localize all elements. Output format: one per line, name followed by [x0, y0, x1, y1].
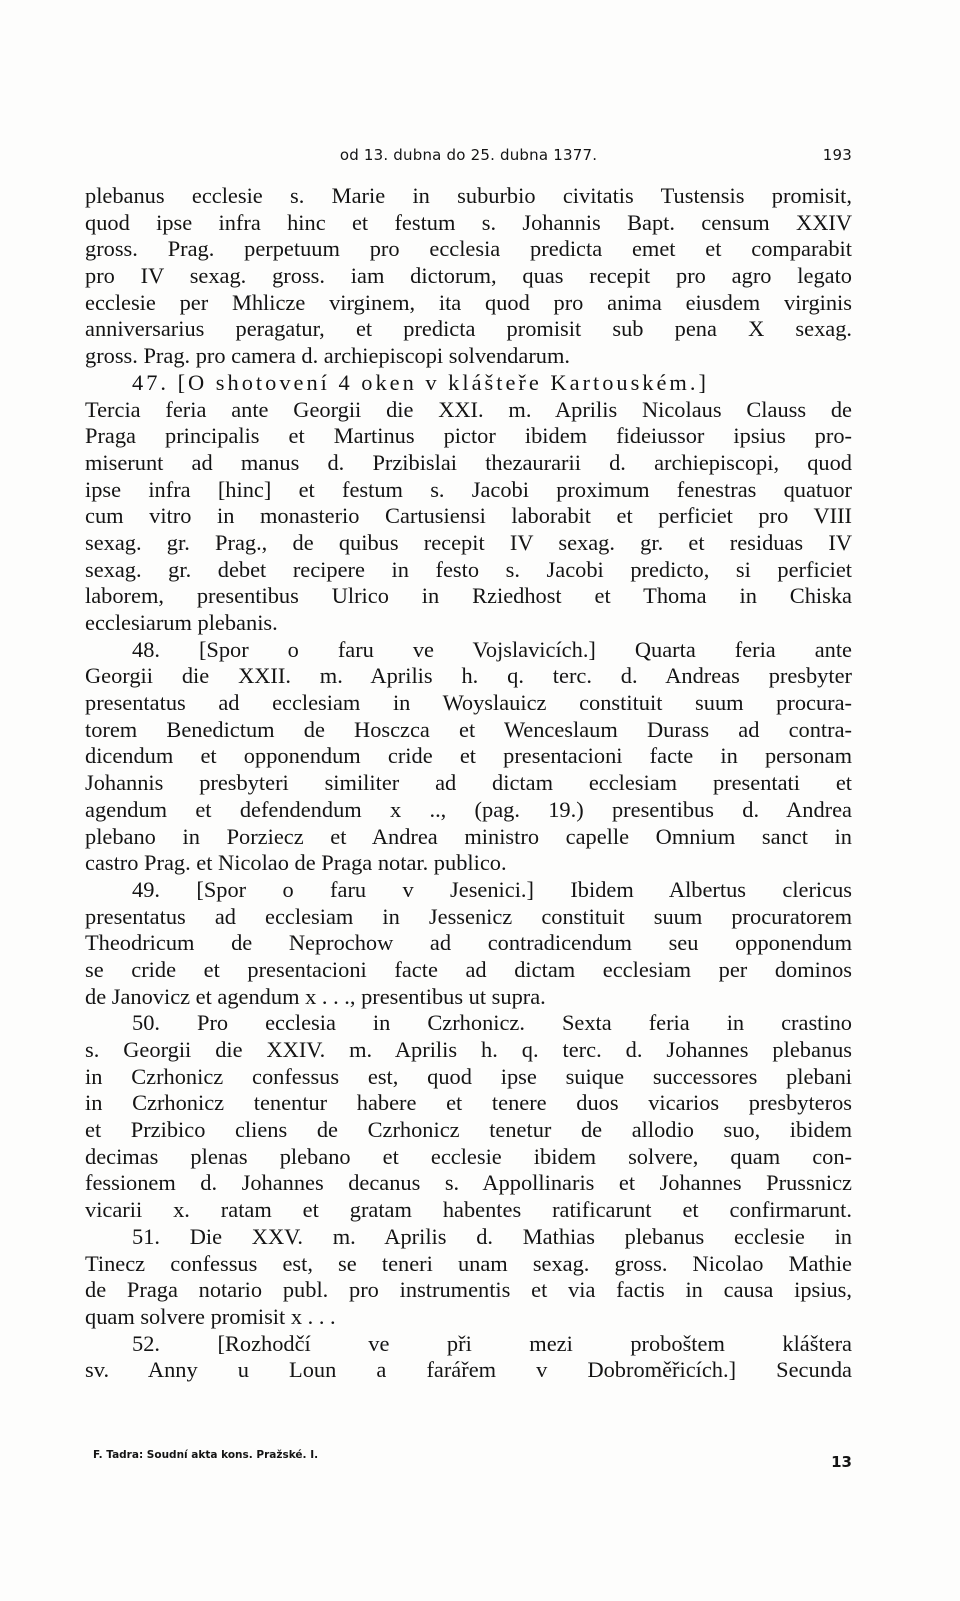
text-line: Tercia feria ante Georgii die XXI. m. Aprilis Nicolaus Clauss de	[85, 396, 852, 422]
text-line: sexag. gr. debet recipere in festo s. Jacobi predicto, si perficiet	[85, 556, 852, 582]
text-line: Theodricum de Neprochow ad contradicendum seu opponendum	[85, 930, 852, 956]
text-line: quam solvere promisit x . . .	[85, 1303, 336, 1329]
text-line: cum vitro in monasterio Cartusiensi laborabit et perficiet pro VIII	[85, 503, 852, 529]
text-line: presentatus ad ecclesiam in Jessenicz constituit suum procuratorem	[85, 903, 852, 929]
text-line: ipse infra [hinc] et festum s. Jacobi proximum fenestras quatuor	[85, 476, 852, 502]
text-line: quod ipse infra hinc et festum s. Johannis Bapt. censum XXIV	[85, 209, 852, 235]
text-line: miserunt ad manus d. Przibislai thezaurarii d. archiepiscopi, quod	[85, 449, 852, 475]
text-line: se cride et presentacioni facte ad dictam ecclesiam per dominos	[85, 956, 852, 982]
text-line: ecclesie per Mhlicze virginem, ita quod pro anima eiusdem virginis	[85, 289, 852, 315]
text-line: Praga principalis et Martinus pictor ibidem fideiussor ipsius pro-	[85, 423, 852, 449]
text-line: Johannis presbyteri similiter ad dictam ecclesiam presentati et	[85, 770, 852, 796]
text-line: pro IV sexag. gross. iam dictorum, quas recepit pro agro legato	[85, 263, 852, 289]
page-footer	[85, 1447, 852, 1471]
text-line: et Przibico cliens de Czrhonicz tenetur de allodio suo, ibidem	[85, 1117, 852, 1143]
text-line: sv. Anny u Loun a farářem v Dobroměřicích.] Secunda	[85, 1357, 852, 1383]
text-line: dicendum et opponendum cride et presentacioni facte in personam	[85, 743, 852, 769]
signature-mark: 13	[831, 1453, 852, 1471]
text-line: in Czrhonicz confessus est, quod ipse suique successores plebani	[85, 1063, 852, 1089]
text-line: de Praga notario publ. pro instrumentis et via factis in causa ipsius,	[85, 1277, 852, 1303]
entry-heading-47: 47. [O shotovení 4 oken v klášteře Kartouském.]	[132, 369, 709, 395]
entry-heading-48: 48. [Spor o faru ve Vojslavicích.] Quarta feria ante	[132, 636, 852, 662]
running-header	[85, 146, 852, 168]
entry-heading-51: 51. Die XXV. m. Aprilis d. Mathias plebanus ecclesie in	[132, 1223, 852, 1249]
body-text	[85, 183, 852, 1384]
entry-heading-49: 49. [Spor o faru v Jesenici.] Ibidem Albertus clericus	[132, 876, 852, 902]
text-line: torem Benedictum de Hosczca et Wenceslaum Durass ad contra-	[85, 716, 852, 742]
text-line: gross. Prag. pro camera d. archiepiscopi solvendarum.	[85, 343, 570, 369]
text-line: presentatus ad ecclesiam in Woyslauicz constituit suum procura-	[85, 690, 852, 716]
text-line: plebano in Porziecz et Andrea ministro capelle Omnium sanct in	[85, 823, 852, 849]
entry-heading-52: 52. [Rozhodčí ve při mezi proboštem kláštera	[132, 1330, 852, 1356]
text-line: castro Prag. et Nicolao de Praga notar. publico.	[85, 850, 507, 876]
page-number: 193	[822, 146, 852, 164]
running-title: od 13. dubna do 25. dubna 1377.	[339, 146, 598, 164]
text-line: sexag. gr. Prag., de quibus recepit IV sexag. gr. et residuas IV	[85, 529, 852, 555]
text-line: vicarii x. ratam et gratam habentes ratificarunt et confirmarunt.	[85, 1197, 852, 1223]
footer-note: F. Tadra: Soudní akta kons. Pražské. I.	[93, 1449, 319, 1461]
text-line: agendum et defendendum x .., (pag. 19.) presentibus d. Andrea	[85, 796, 852, 822]
text-line: anniversarius peragatur, et predicta promisit sub pena X sexag.	[85, 316, 852, 342]
entry-heading-50: 50. Pro ecclesia in Czrhonicz. Sexta feria in crastino	[132, 1010, 852, 1036]
text-line: ecclesiarum plebanis.	[85, 610, 278, 635]
text-line: plebanus ecclesie s. Marie in suburbio civitatis Tustensis promisit,	[85, 183, 852, 208]
text-line: gross. Prag. perpetuum pro ecclesia predicta emet et comparabit	[85, 236, 852, 262]
text-line: Georgii die XXII. m. Aprilis h. q. terc. d. Andreas presbyter	[85, 663, 852, 689]
text-line: in Czrhonicz tenentur habere et tenere duos vicarios presbyteros	[85, 1090, 852, 1116]
text-line: de Janovicz et agendum x . . ., presentibus ut supra.	[85, 983, 546, 1009]
text-line: fessionem d. Johannes decanus s. Appollinaris et Johannes Prussnicz	[85, 1170, 852, 1196]
text-line: Tinecz confessus est, se teneri unam sexag. gross. Nicolao Mathie	[85, 1250, 852, 1276]
text-line: laborem, presentibus Ulrico in Rziedhost et Thoma in Chiska	[85, 583, 852, 609]
text-line: s. Georgii die XXIV. m. Aprilis h. q. terc. d. Johannes plebanus	[85, 1037, 852, 1062]
text-line: decimas plenas plebano et ecclesie ibidem solvere, quam con-	[85, 1143, 852, 1169]
